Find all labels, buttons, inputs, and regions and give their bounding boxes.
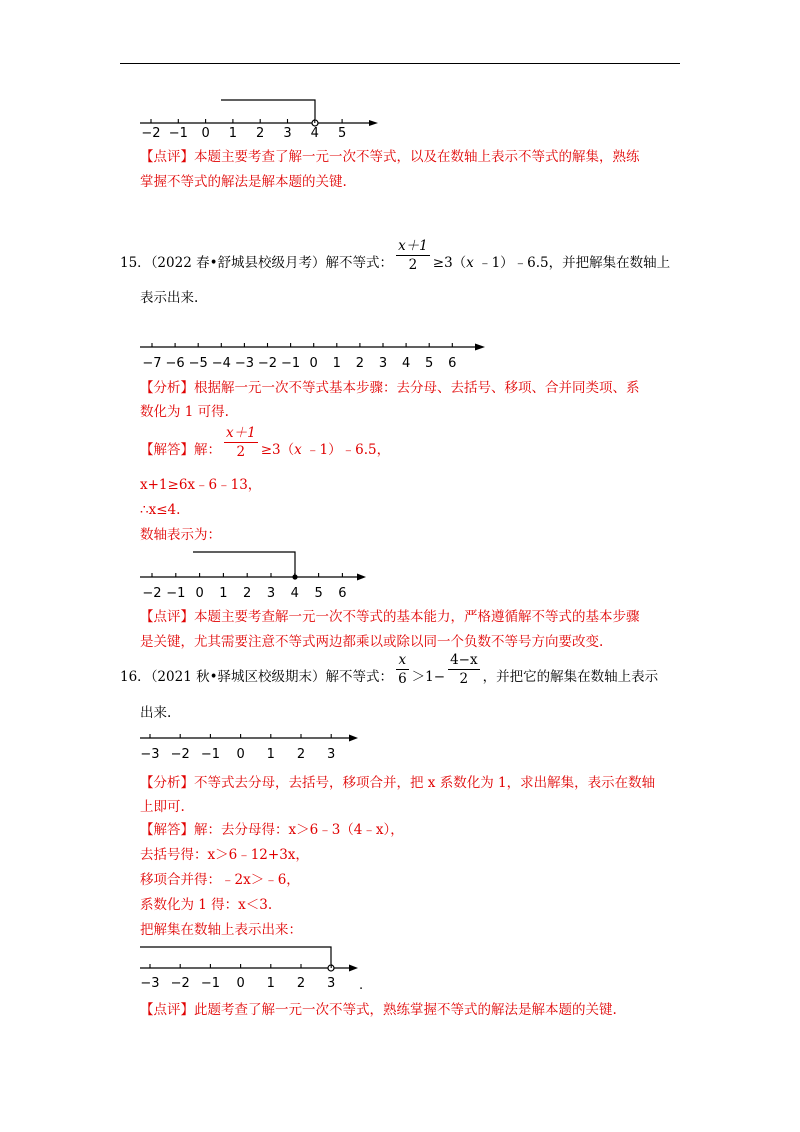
top-ticks-label: −2: [141, 126, 161, 141]
q15-answer: 【解答】解： $\frac{x+1}{2}$ ≥3（x ﹣1）﹣6.5，: [140, 425, 391, 460]
top-ticks-label: 4: [310, 126, 319, 141]
q16-analysis-line1: 【分析】不等式去分母，去括号，移项合并，把 x 系数化为 1，求出解集，表示在数轴: [140, 775, 656, 791]
q16-sol-ticks-label: 1: [266, 976, 275, 991]
q15-answer-frac-den: 2: [236, 444, 246, 460]
q15-fraction: [396, 237, 430, 274]
q16-ticks-label: −2: [170, 747, 190, 762]
top-ticks-label: 0: [201, 126, 210, 141]
q16-sol-ticks-label: 3: [327, 976, 336, 991]
q15-ticks-label: −4: [211, 356, 231, 371]
q15-after-frac: ≥3（: [432, 255, 467, 271]
q15-step2: ∴x≤4.: [140, 502, 181, 518]
q15-answer-after-x: ﹣1）﹣6.5，: [301, 442, 391, 458]
q16-step4: 系数化为 1 得：x＜3.: [140, 897, 273, 913]
q15-ticks-label: −5: [188, 356, 208, 371]
q15-sol-ticks-label: −2: [142, 586, 162, 601]
q15-comment-line2: 是关键，尤其需要注意不等式两边都乘以或除以同一个负数不等号方向要改变.: [140, 634, 604, 650]
q15-answer-fraction: [224, 424, 258, 461]
top-ticks-label: 5: [337, 126, 347, 141]
q16-sol-period: .: [359, 978, 364, 993]
q16-comment: 【点评】此题考查了解一元一次不等式，熟练掌握不等式的解法是解本题的关键.: [140, 1002, 617, 1018]
q16-ticks-label: −3: [140, 747, 160, 762]
q15-ticks-label: 4: [401, 356, 411, 371]
q15-ticks-label: 5: [425, 356, 434, 371]
q15-after-x: ﹣1）﹣6.5，并把解集在数轴上: [473, 255, 671, 271]
top-ticks-label: −1: [168, 126, 188, 141]
q15-answer-frac-num: x＋1: [226, 425, 256, 441]
q15-ticks-label: 0: [309, 356, 318, 371]
q16-sol-ticks-label: 0: [236, 976, 245, 991]
q15-ticks-label: −3: [234, 356, 254, 371]
q15-number-line: [140, 335, 500, 375]
q15-sol-ticks-label: 4: [290, 586, 299, 601]
q15-sol-ticks-label: 0: [195, 586, 204, 601]
q15-stem: 15．（2022 春•舒城县校级月考）解不等式： $\frac{x+1}{2}$ ≥3（x ﹣1）﹣6.5，并把解集在数轴上: [120, 238, 671, 273]
q15-sol-ticks-label: 5: [314, 586, 323, 601]
q16-ticks-label: 2: [296, 747, 306, 762]
q15-sol-ticks-label: 6: [338, 586, 347, 601]
q16-sol-ticks-label: −2: [170, 976, 190, 991]
top-ticks-label: 3: [283, 126, 292, 141]
q15-stem-line2: 表示出来.: [140, 290, 199, 306]
q16-solution-number-line: [140, 943, 380, 993]
q16-step5: 把解集在数轴上表示出来：: [140, 922, 302, 938]
q16-sol-ticks-label: −1: [200, 976, 220, 991]
q16-fraction2: [448, 651, 480, 688]
top-ticks-label: 2: [256, 126, 265, 141]
q15-step3: 数轴表示为：: [140, 527, 221, 543]
q16-step2: 去括号得：x＞6﹣12+3x，: [140, 847, 309, 863]
q15-comment-line1: 【点评】本题主要考查解一元一次不等式的基本能力，严格遵循解不等式的基本步骤: [140, 609, 640, 625]
q15-ticks-label: −6: [165, 356, 185, 371]
top-ticks-label: 1: [228, 126, 238, 141]
q16-step3: 移项合并得：﹣2x＞﹣6，: [140, 872, 300, 888]
q15-solution-number-line: [140, 548, 380, 601]
q15-ticks-label: −2: [257, 356, 278, 371]
q16-ticks-label: 1: [266, 747, 275, 762]
q16-fraction1: [396, 651, 409, 688]
q16-number-line: [140, 728, 380, 768]
q15-ticks-label: −7: [142, 356, 162, 371]
q16-ticks-label: 3: [327, 747, 336, 762]
q15-frac-den: 2: [408, 257, 418, 273]
q15-number: 15．: [120, 255, 151, 271]
q15-source: （2022 春•舒城县校级月考）解不等式：: [150, 255, 394, 271]
q16-after: ，并把它的解集在数轴上表示: [482, 669, 659, 685]
q15-ticks-label: −1: [281, 356, 301, 371]
top-comment-line1: 【点评】本题主要考查了解一元一次不等式，以及在数轴上表示不等式的解集，熟练: [140, 149, 640, 165]
q16-sol-ticks-label: −3: [140, 976, 160, 991]
q16-number: 16．: [120, 669, 151, 685]
q15-ticks-label: 3: [378, 356, 388, 371]
q16-frac2-num: 4−x: [450, 652, 478, 668]
q15-frac-num: x＋1: [398, 238, 428, 254]
number-line-top: [140, 95, 390, 140]
q16-stem: [120, 652, 659, 688]
q16-step1: 【解答】解：去分母得：x＞6﹣3（4﹣x），: [140, 822, 404, 838]
q15-ticks-label: 6: [448, 356, 457, 371]
q16-sol-ticks-label: 2: [296, 976, 306, 991]
q15-sol-ticks-label: 3: [266, 586, 276, 601]
q16-source: （2021 秋•驿城区校级期末）解不等式：: [150, 669, 394, 685]
q16-frac1-den: 6: [398, 671, 407, 687]
q15-answer-after: ≥3（: [260, 442, 295, 458]
header-rule: [120, 63, 680, 64]
top-comment-line2: 掌握不等式的解法是解本题的关键.: [140, 174, 347, 190]
q15-ticks-label: 2: [355, 356, 365, 371]
q15-ticks-label: 1: [332, 356, 341, 371]
q16-frac2-den: 2: [459, 671, 469, 687]
q16-stem-line2: 出来.: [140, 705, 172, 721]
q15-step1: x+1≥6x﹣6﹣13，: [140, 477, 262, 493]
q15-analysis-line2: 数化为 1 可得.: [140, 404, 229, 420]
q15-answer-label: 【解答】解：: [140, 442, 221, 458]
q16-frac1-num: x: [396, 651, 409, 670]
q15-analysis-line1: 【分析】根据解一元一次不等式基本步骤：去分母、去括号、移项、合并同类项、系: [140, 380, 640, 396]
q16-middle: ＞1−: [411, 669, 446, 685]
q16-ticks-label: −1: [200, 747, 220, 762]
q15-sol-ticks-label: 2: [243, 586, 252, 601]
q15-sol-ticks-label: −1: [166, 586, 186, 601]
q16-ticks-label: 0: [236, 747, 245, 762]
q16-analysis-line2: 上即可.: [140, 799, 185, 815]
q15-sol-ticks-label: 1: [219, 586, 228, 601]
